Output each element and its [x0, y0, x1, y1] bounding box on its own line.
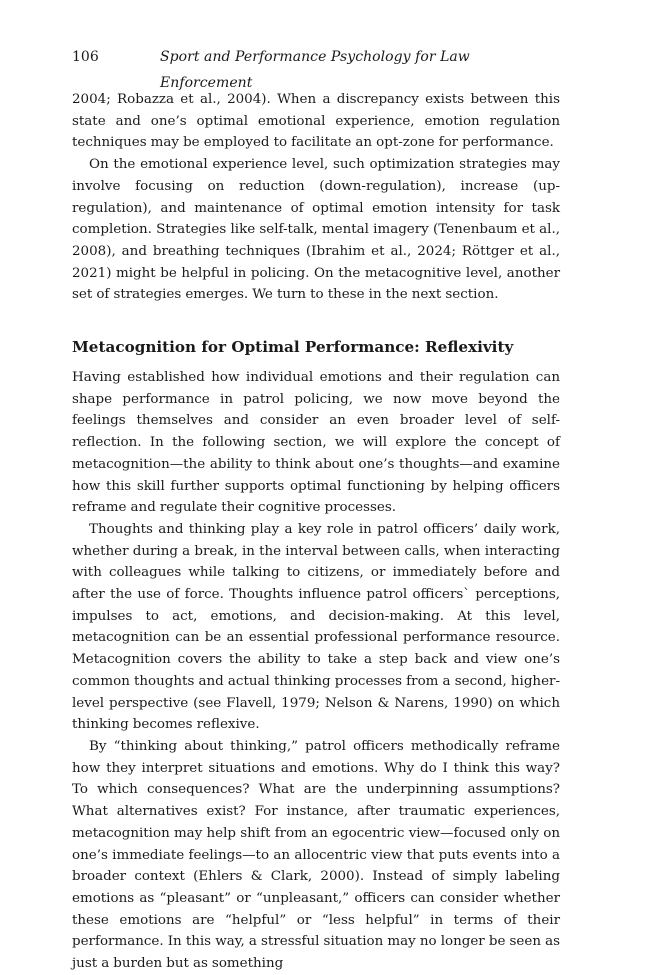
body-paragraph: By “thinking about thinking,” patrol officers methodically reframe how they interpret situations and emotions. Why do I think this way? To which consequences? What are the underpinning assumptions? What alternatives exist? For instance, after traumatic experiences, metacognition may help shift from an egocentric view—focused only on one’s immediate feelings—to an allocentric view that puts events into a broader context (Ehlers & Clark, 2000). Instead of simply labeling emotions as “pleasant” or “unpleasant,” officers can consider whether these emotions are “helpful” or “less helpful” in terms of their performance. In this way, a stressful situation may no longer be seen as just a burden but as something	[72, 738, 560, 972]
page-body	[72, 89, 560, 975]
page-number: 106	[72, 49, 99, 65]
body-paragraph: On the emotional experience level, such optimization strategies may involve focusing on reduction (down-regulation), increase (up-regulation), and maintenance of optimal emotion intensity for task completion. Strategies like self-talk, mental imagery (Tenenbaum et al., 2008), and breathing techniques (Ibrahim et al., 2024; Röttger et al., 2021) might be helpful in policing. On the metacognitive level, another set of strategies emerges. We turn to these in the next section.	[72, 157, 560, 303]
body-paragraph: 2004; Robazza et al., 2004). When a discrepancy exists between this state and one’s optimal emotional experience, emotion regulation techniques may be employed to facilitate an opt-zone for performance.	[72, 92, 560, 151]
book-title: Sport and Performance Psychology for Law Enforcement	[160, 49, 470, 91]
section-heading: Metacognition for Optimal Performance: Reflexivity	[72, 338, 514, 357]
body-paragraph: Having established how individual emotions and their regulation can shape performance in patrol policing, we now move beyond the feelings themselves and consider an even broader level of self-reflection. In the following section, we will explore the concept of metacognition—the ability to think about one’s thoughts—and examine how this skill further supports optimal functioning by helping officers reframe and regulate their cognitive processes.	[72, 370, 560, 516]
book-page	[72, 44, 560, 975]
running-header	[72, 44, 560, 91]
body-paragraph: Thoughts and thinking play a key role in patrol officers’ daily work, whether during a break, in the interval between calls, when interacting with colleagues while talking to citizens, or immediately before and after the use of force. Thoughts influence patrol officers` perceptions, impulses to act, emotions, and decision-making. At this level, metacognition can be an essential professional performance resource. Metacognition covers the ability to take a step back and view one’s common thoughts and actual thinking processes from a second, higher-level perspective (see Flavell, 1979; Nelson & Narens, 1990) on which thinking becomes reflexive.	[72, 521, 560, 733]
